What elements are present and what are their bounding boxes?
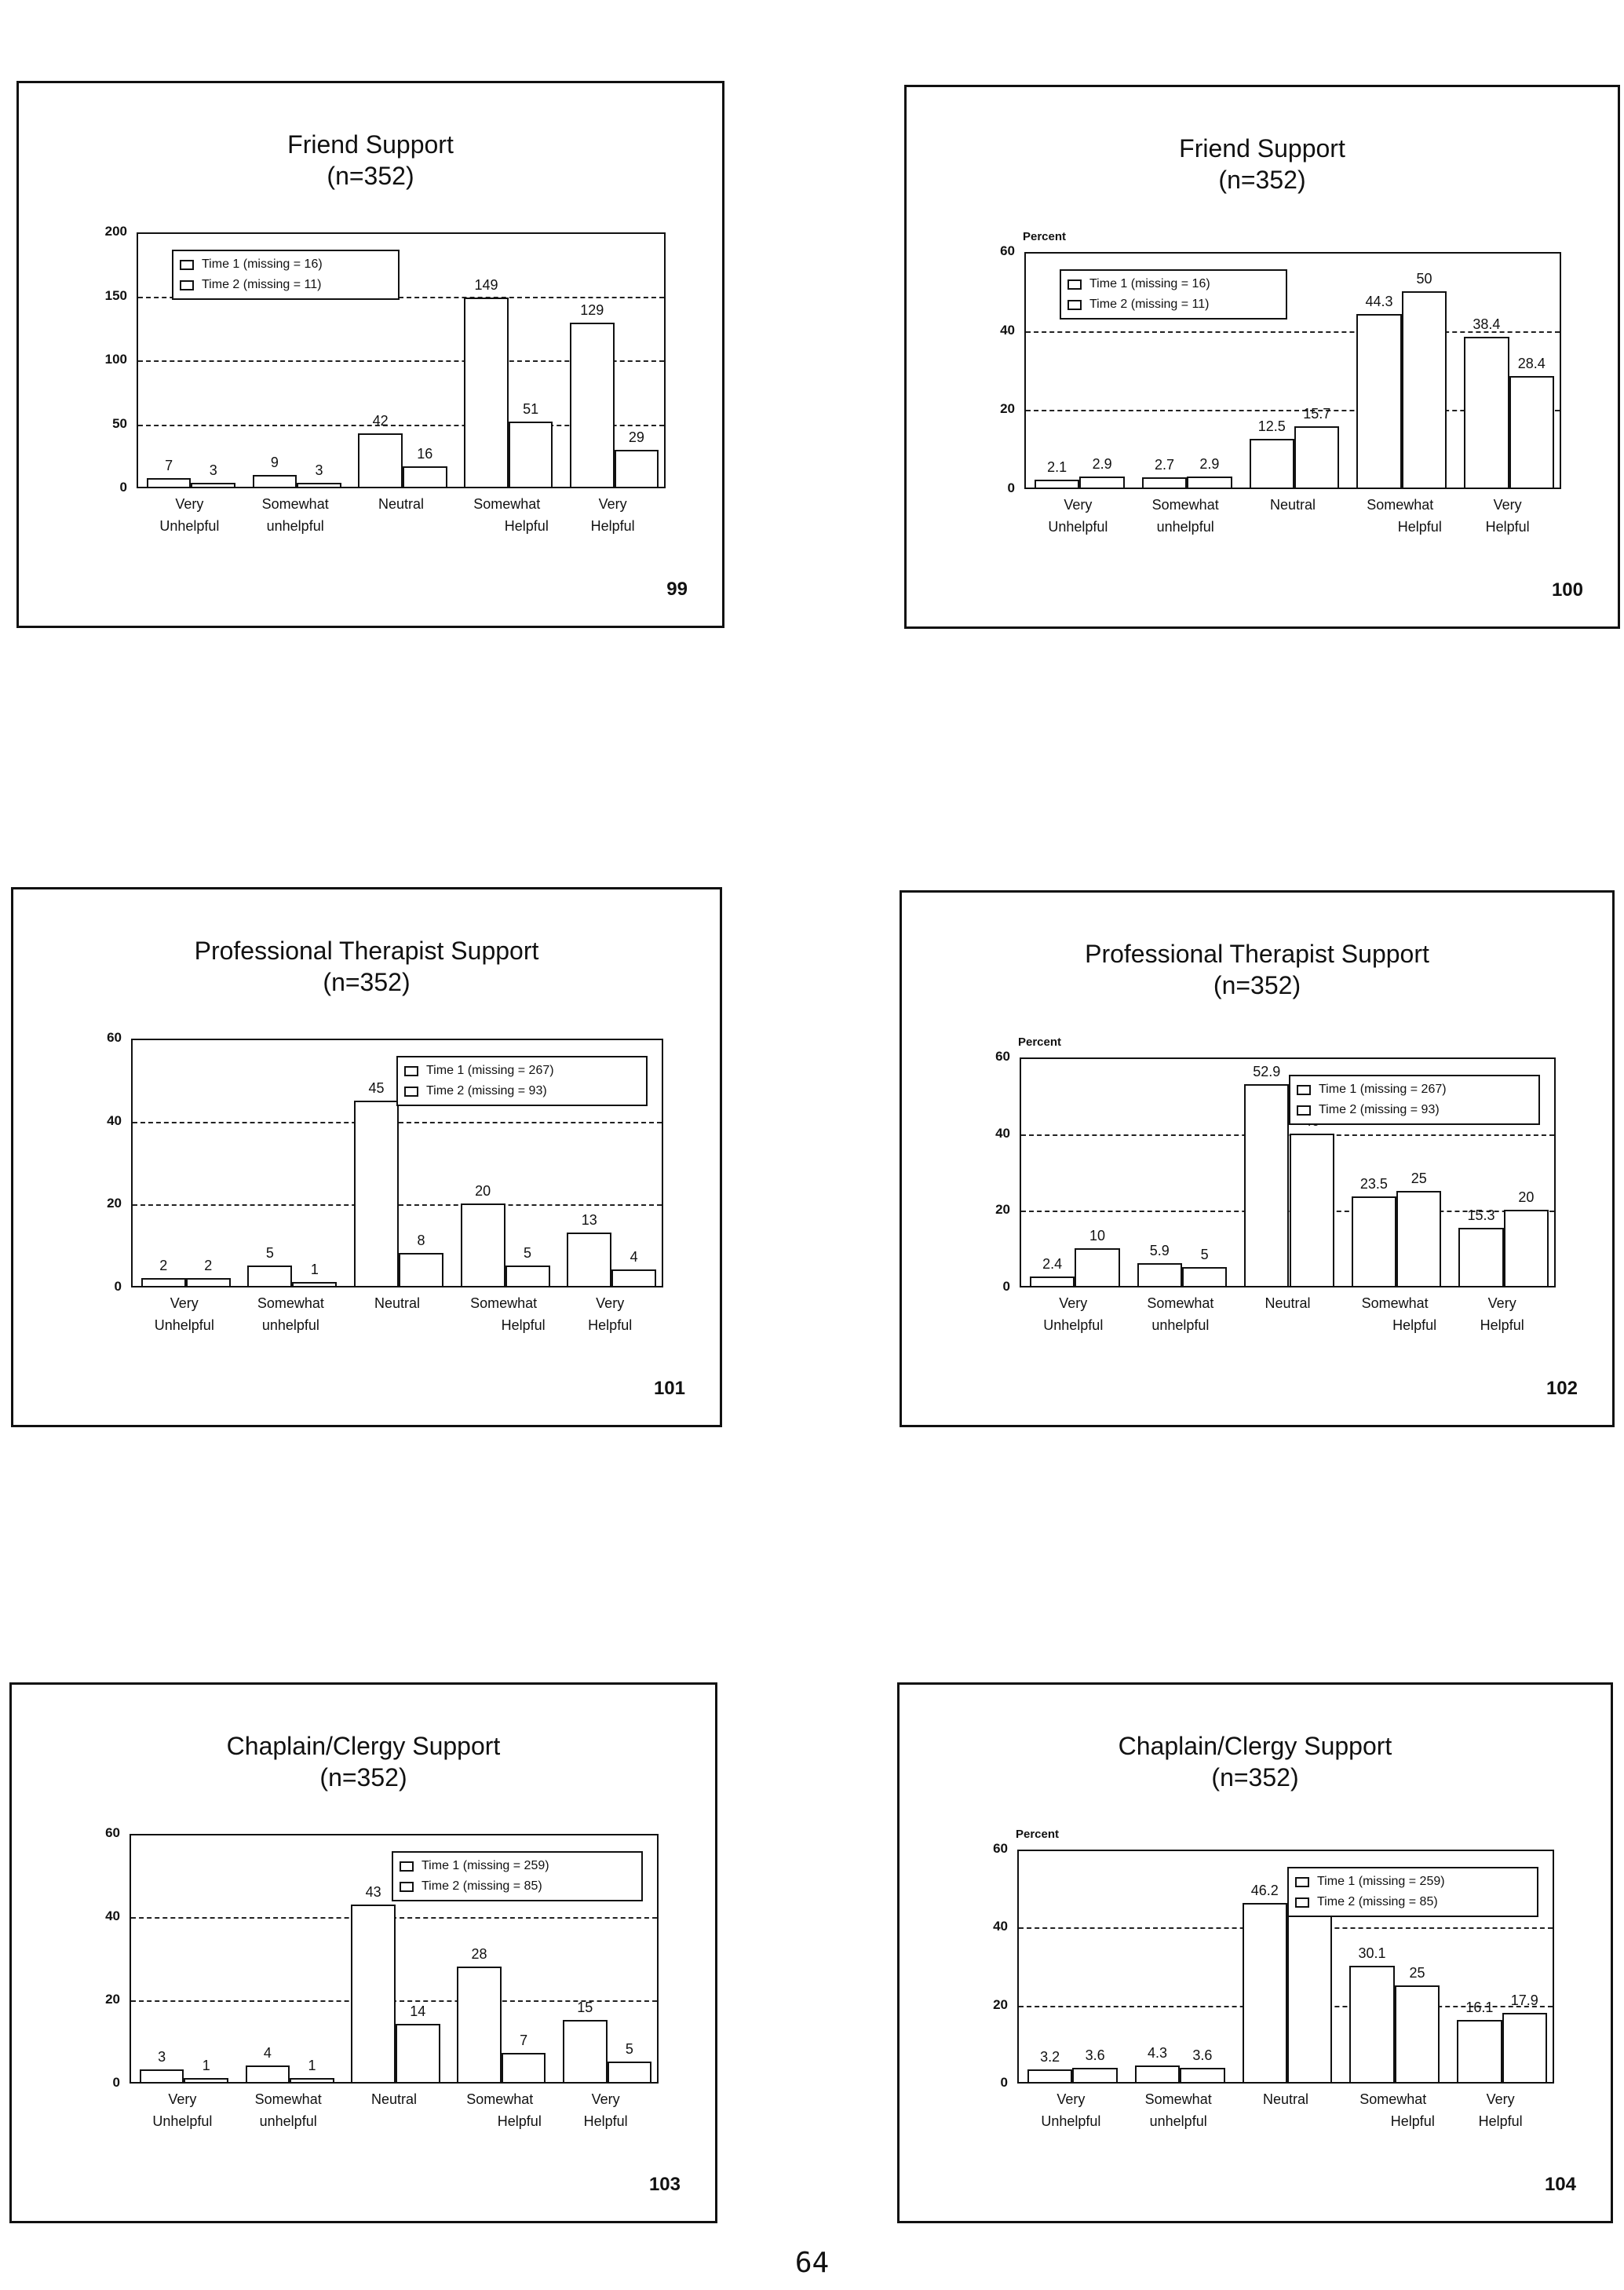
y-tick-label: 20 <box>105 1992 120 2007</box>
x-tick-label-line: Somewhat <box>1367 497 1434 513</box>
legend-swatch-icon <box>400 1882 414 1892</box>
x-tick-label <box>554 493 672 537</box>
bar-time1 <box>1356 314 1401 488</box>
legend-swatch-icon <box>1297 1105 1311 1116</box>
bar-time1 <box>1243 1903 1287 2082</box>
x-tick-label <box>236 493 354 537</box>
bar-time2 <box>1504 1210 1549 1286</box>
x-tick-label-line: Neutral <box>374 1295 421 1311</box>
y-tick-label: 40 <box>995 1125 1010 1141</box>
x-tick-label-line: Very <box>591 2091 620 2107</box>
data-label: 3 <box>209 462 217 479</box>
data-label: 15 <box>577 2000 593 2015</box>
bar-time2 <box>191 483 235 487</box>
bar-time2 <box>1075 1248 1119 1287</box>
x-tick-label <box>342 493 460 515</box>
bar-time2 <box>399 1253 443 1286</box>
x-tick-label-line: Helpful <box>504 518 549 534</box>
legend-label: Time 1 (missing = 16) <box>202 257 323 271</box>
legend <box>1060 269 1287 320</box>
data-label: 17.9 <box>1510 1992 1538 2008</box>
bar-time1 <box>351 1905 396 2082</box>
data-label: 2.4 <box>1042 1256 1063 1273</box>
x-tick-label <box>1227 2088 1345 2110</box>
x-tick-label-line: Helpful <box>583 2113 628 2129</box>
legend-swatch-icon <box>400 1861 414 1872</box>
data-label: 149 <box>474 276 498 293</box>
chart-panel-103 <box>9 1682 717 2223</box>
data-label: 16.1 <box>1465 1999 1494 2015</box>
legend-label: Time 1 (missing = 267) <box>426 1064 554 1077</box>
x-tick-label-line: unhelpful <box>266 518 324 534</box>
x-tick-label-line: Somewhat <box>1359 2091 1427 2107</box>
legend <box>396 1056 648 1106</box>
data-label: 44.3 <box>1365 293 1393 309</box>
bar-time2 <box>615 450 659 487</box>
bar-time1 <box>354 1101 399 1286</box>
x-tick-label <box>1334 2088 1452 2132</box>
x-tick-label-line: Somewhat <box>470 1295 538 1311</box>
x-tick-label-line: Very <box>1486 2091 1515 2107</box>
data-label: 2 <box>159 1257 168 1273</box>
x-tick-label-line: Very <box>168 2091 197 2107</box>
x-tick-label <box>441 2088 559 2132</box>
bar-time1 <box>1030 1276 1075 1286</box>
panel-number: 99 <box>666 579 688 600</box>
data-label: 3 <box>158 2049 166 2065</box>
data-label: 25 <box>1409 1964 1425 1981</box>
data-label: 13 <box>581 1211 597 1228</box>
x-tick-label-line: Helpful <box>588 1317 633 1333</box>
x-tick-label-line: Very <box>175 496 204 512</box>
x-tick-label-line: Neutral <box>1265 1295 1311 1311</box>
bar-time1 <box>141 1278 186 1287</box>
data-label: 43 <box>365 1883 381 1900</box>
legend-item-time2 <box>1297 1100 1532 1120</box>
y-tick-label: 60 <box>993 1841 1008 1856</box>
data-label: 20 <box>1518 1189 1535 1205</box>
chart-title-text: Professional Therapist Support <box>194 937 539 965</box>
data-label: 14 <box>410 2003 426 2020</box>
chart-title-text: Chaplain/Clergy Support <box>226 1732 501 1760</box>
x-tick-label-line: Somewhat <box>257 1295 324 1311</box>
x-tick-label-line: Unhelpful <box>1043 1317 1104 1333</box>
chart-title-text: Friend Support <box>287 130 454 159</box>
legend-item-time1 <box>180 254 392 275</box>
data-label: 2 <box>204 1257 213 1273</box>
x-tick-label <box>1019 494 1137 538</box>
bar-time1 <box>1349 1966 1394 2082</box>
y-tick-label: 0 <box>1000 2075 1008 2090</box>
legend <box>1287 1867 1538 1917</box>
x-tick-label-line: Helpful <box>1392 1317 1437 1333</box>
bar-time2 <box>1396 1191 1441 1286</box>
bar-time2 <box>608 2062 652 2082</box>
x-tick-label <box>232 1292 349 1336</box>
x-tick-label-line: Unhelpful <box>159 518 220 534</box>
bar-time2 <box>1180 2068 1224 2082</box>
chart-title-text: Chaplain/Clergy Support <box>1118 1732 1392 1760</box>
x-tick-label-line: Very <box>1064 497 1093 513</box>
chart-title-text: Friend Support <box>1179 134 1345 163</box>
y-tick-label: 100 <box>104 352 127 367</box>
data-label: 25 <box>1411 1170 1427 1186</box>
bar-time1 <box>1027 2069 1072 2082</box>
legend-swatch-icon <box>1295 1897 1309 1908</box>
y-tick-label: 40 <box>107 1112 122 1128</box>
x-tick-label <box>445 1292 563 1336</box>
x-tick-label-line: Very <box>1057 2091 1086 2107</box>
x-tick-label-line: unhelpful <box>1149 2113 1207 2129</box>
data-label: 10 <box>1089 1227 1105 1244</box>
legend-item-time2 <box>404 1081 640 1101</box>
panel-number: 104 <box>1544 2174 1576 2195</box>
data-label: 9 <box>270 455 279 471</box>
chart-subtitle: (n=352) <box>1211 1763 1299 1791</box>
y-tick-label: 150 <box>104 287 127 303</box>
y-tick-label: 40 <box>1000 322 1015 338</box>
y-tick-label: 60 <box>1000 243 1015 258</box>
bar-time1 <box>1457 2020 1502 2082</box>
x-tick-label-line: Helpful <box>497 2113 542 2129</box>
bar-time2 <box>1079 477 1124 488</box>
bar-time1 <box>464 298 509 487</box>
bar-time2 <box>184 2078 228 2082</box>
bar-time2 <box>502 2053 546 2082</box>
x-tick-label-line: Very <box>170 1295 199 1311</box>
x-tick-label-line: Very <box>1493 497 1522 513</box>
x-tick-label-line: Helpful <box>501 1317 546 1333</box>
data-label: 28 <box>471 1945 487 1962</box>
data-label: 129 <box>580 302 604 319</box>
x-tick-label-line: Somewhat <box>261 496 329 512</box>
panel-number: 100 <box>1551 579 1583 601</box>
data-label: 5.9 <box>1149 1243 1170 1259</box>
bar-time1 <box>1352 1196 1396 1286</box>
panel-number: 103 <box>648 2174 681 2195</box>
y-axis-title: Percent <box>1016 1828 1060 1841</box>
x-tick-label <box>1126 494 1244 538</box>
data-label: 2.1 <box>1047 458 1067 475</box>
x-tick-label <box>1119 2088 1237 2132</box>
data-label: 52.9 <box>1253 1064 1281 1080</box>
x-tick-label-line: Somewhat <box>1144 2091 1212 2107</box>
data-label: 8 <box>417 1233 425 1248</box>
data-label: 5 <box>625 2040 633 2057</box>
chart-title <box>12 1730 715 1793</box>
x-tick-label <box>551 1292 669 1336</box>
y-tick-label: 50 <box>112 415 127 431</box>
data-label: 28.4 <box>1517 356 1546 371</box>
x-tick-label <box>448 493 566 537</box>
bar-time2 <box>1290 1134 1334 1286</box>
bar-time2 <box>396 2024 440 2082</box>
legend-label: Time 1 (missing = 259) <box>1317 1875 1445 1888</box>
y-tick-label: 0 <box>119 480 127 495</box>
x-tick-label <box>547 2088 665 2132</box>
x-tick-label-line: Helpful <box>1390 2113 1435 2129</box>
x-tick-label <box>1341 494 1459 538</box>
bar-time1 <box>147 478 192 487</box>
x-tick-label-line: Neutral <box>370 2091 418 2107</box>
bar-time1 <box>1250 439 1294 488</box>
x-tick-label <box>1442 2088 1560 2132</box>
legend-label: Time 2 (missing = 11) <box>202 278 322 291</box>
chart-subtitle: (n=352) <box>1213 971 1301 999</box>
chart-title <box>900 1730 1611 1793</box>
y-tick-label: 20 <box>1000 401 1015 417</box>
legend-item-time1 <box>400 1856 635 1876</box>
chart-title-text: Professional Therapist Support <box>1085 940 1429 968</box>
data-label: 2.9 <box>1092 455 1112 472</box>
legend-label: Time 1 (missing = 259) <box>422 1859 549 1872</box>
x-tick-label <box>229 2088 347 2132</box>
data-label: 4 <box>263 2044 272 2061</box>
legend-label: Time 2 (missing = 93) <box>1319 1103 1440 1116</box>
bar-time1 <box>1135 2065 1180 2082</box>
data-label: 45 <box>368 1079 385 1096</box>
y-tick-label: 60 <box>995 1049 1010 1064</box>
legend-swatch-icon <box>1067 300 1082 310</box>
x-tick-label-line: Unhelpful <box>1041 2113 1101 2129</box>
chart-panel-104 <box>897 1682 1613 2223</box>
x-tick-label <box>1443 1292 1561 1336</box>
bar-time2 <box>1287 1888 1332 2082</box>
legend-swatch-icon <box>1297 1085 1311 1095</box>
bar-time1 <box>570 323 615 487</box>
bar-time2 <box>1187 477 1232 488</box>
data-label: 46.2 <box>1250 1883 1279 1899</box>
x-tick-label-line: Neutral <box>1269 497 1316 513</box>
data-label: 50 <box>1416 271 1432 287</box>
bar-time2 <box>611 1269 656 1286</box>
legend-swatch-icon <box>180 280 194 290</box>
panel-number: 101 <box>653 1378 685 1399</box>
y-tick-label: 40 <box>105 1908 120 1923</box>
data-label: 23.5 <box>1359 1176 1388 1192</box>
bar-time2 <box>297 483 341 487</box>
bar-time2 <box>1294 426 1339 488</box>
x-tick-label-line: Unhelpful <box>152 2113 213 2129</box>
x-tick-label <box>338 1292 456 1314</box>
bar-time2 <box>403 466 447 487</box>
y-tick-label: 40 <box>993 1919 1008 1934</box>
chart-title <box>907 133 1618 195</box>
legend-item-time2 <box>1295 1892 1531 1912</box>
bar-time1 <box>1142 477 1187 488</box>
y-tick-label: 60 <box>107 1030 122 1045</box>
x-tick-label-line: Somewhat <box>1151 497 1219 513</box>
x-tick-label <box>1234 494 1352 516</box>
y-tick-label: 200 <box>104 224 127 239</box>
bar-time2 <box>509 422 553 487</box>
bar-time2 <box>1509 376 1554 488</box>
data-label: 2.7 <box>1154 456 1174 473</box>
data-label: 5 <box>265 1244 274 1261</box>
legend-item-time1 <box>404 1061 640 1081</box>
chart-panel-100 <box>904 85 1620 629</box>
bar-time2 <box>1402 291 1447 488</box>
y-tick-label: 0 <box>112 2075 120 2090</box>
legend-swatch-icon <box>404 1066 418 1076</box>
x-tick-label <box>1229 1292 1347 1314</box>
x-tick-label-line: Somewhat <box>473 496 541 512</box>
data-label: 1 <box>202 2057 210 2073</box>
x-tick-label-line: Helpful <box>1485 519 1530 535</box>
x-tick-label-line: Helpful <box>1478 2113 1523 2129</box>
chart-title <box>902 938 1612 1001</box>
data-label: 3.6 <box>1085 2047 1105 2064</box>
chart-subtitle: (n=352) <box>1218 166 1306 194</box>
chart-subtitle: (n=352) <box>323 968 411 996</box>
data-label: 29 <box>628 429 644 446</box>
y-tick-label: 20 <box>107 1196 122 1211</box>
x-tick-label <box>1012 2088 1130 2132</box>
chart-panel-102 <box>900 890 1615 1427</box>
bar-time2 <box>1502 2013 1547 2082</box>
bar-time2 <box>1395 1985 1440 2082</box>
x-tick-label <box>1336 1292 1454 1336</box>
data-label: 15.7 <box>1303 405 1331 422</box>
panel-number: 102 <box>1546 1378 1578 1399</box>
data-label: 3.2 <box>1040 2049 1060 2065</box>
legend-item-time2 <box>400 1876 635 1897</box>
bar-time2 <box>186 1278 231 1287</box>
y-tick-label: 20 <box>995 1202 1010 1218</box>
legend-item-time1 <box>1297 1079 1532 1100</box>
data-label: 7 <box>520 2033 528 2049</box>
x-tick-label <box>126 1292 243 1336</box>
x-tick-label-line: Helpful <box>1480 1317 1524 1333</box>
x-tick-label-line: Very <box>598 496 627 512</box>
legend-swatch-icon <box>1067 279 1082 290</box>
x-tick-label-line: Very <box>1059 1295 1088 1311</box>
data-label: 2.9 <box>1199 455 1220 472</box>
x-tick-label-line: Somewhat <box>466 2091 534 2107</box>
data-label: 51 <box>523 401 539 418</box>
legend-label: Time 2 (missing = 85) <box>422 1879 542 1893</box>
x-tick-label-line: Somewhat <box>1147 1295 1214 1311</box>
legend-label: Time 1 (missing = 267) <box>1319 1083 1447 1096</box>
x-tick-label-line: Helpful <box>1397 519 1442 535</box>
page-number: 64 <box>794 2247 830 2279</box>
y-tick-label: 20 <box>993 1996 1008 2012</box>
x-tick-label-line: Very <box>596 1295 625 1311</box>
data-label: 5 <box>524 1244 532 1261</box>
data-label: 3 <box>315 462 323 479</box>
bar-time2 <box>505 1266 550 1286</box>
x-tick-label-line: Somewhat <box>254 2091 322 2107</box>
x-tick-label-line: Unhelpful <box>154 1317 214 1333</box>
legend-swatch-icon <box>180 260 194 270</box>
legend-item-time1 <box>1067 274 1279 294</box>
data-label: 20 <box>475 1183 491 1199</box>
data-label: 4 <box>630 1249 638 1265</box>
bar-time1 <box>1458 1228 1503 1286</box>
bar-time1 <box>457 1967 502 2082</box>
y-tick-label: 0 <box>1007 480 1015 495</box>
x-tick-label <box>123 2088 241 2132</box>
y-axis-title: Percent <box>1023 230 1067 243</box>
bar-time2 <box>1072 2068 1117 2082</box>
legend-label: Time 1 (missing = 16) <box>1089 277 1210 290</box>
data-label: 15.3 <box>1467 1207 1495 1223</box>
x-tick-label-line: unhelpful <box>1156 519 1214 535</box>
bar-time1 <box>1137 1263 1182 1286</box>
x-tick-label-line: Neutral <box>1262 2091 1309 2107</box>
legend-swatch-icon <box>1295 1877 1309 1887</box>
data-label: 38.4 <box>1473 316 1501 332</box>
data-label: 3.6 <box>1192 2047 1213 2064</box>
x-tick-label <box>1449 494 1567 538</box>
bar-time1 <box>1035 480 1079 488</box>
legend-label: Time 2 (missing = 93) <box>426 1084 547 1098</box>
bar-time2 <box>1182 1267 1227 1286</box>
legend-item-time1 <box>1295 1872 1531 1892</box>
x-tick-label-line: unhelpful <box>259 2113 317 2129</box>
chart-panel-99 <box>16 81 724 628</box>
chart-subtitle: (n=352) <box>327 162 414 190</box>
y-axis-title: Percent <box>1018 1035 1062 1049</box>
legend-item-time2 <box>1067 294 1279 315</box>
bar-time2 <box>292 1282 337 1286</box>
x-tick-label <box>1122 1292 1239 1336</box>
legend <box>1289 1075 1540 1125</box>
data-label: 16 <box>417 446 433 462</box>
data-label: 42 <box>372 412 389 429</box>
x-tick-label <box>335 2088 453 2110</box>
y-tick-label: 60 <box>105 1825 120 1840</box>
x-tick-label-line: Unhelpful <box>1048 519 1108 535</box>
x-tick-label-line: Very <box>1487 1295 1516 1311</box>
data-label: 7 <box>165 457 173 473</box>
data-label: 12.5 <box>1257 418 1286 434</box>
chart-title <box>19 129 722 192</box>
legend <box>172 250 400 300</box>
y-tick-label: 0 <box>1002 1279 1010 1294</box>
chart-subtitle: (n=352) <box>319 1763 407 1791</box>
legend-label: Time 2 (missing = 11) <box>1089 298 1210 311</box>
x-tick-label-line: Somewhat <box>1361 1295 1429 1311</box>
x-tick-label <box>1014 1292 1132 1336</box>
x-tick-label-line: unhelpful <box>261 1317 319 1333</box>
data-label: 4.3 <box>1147 2044 1167 2061</box>
legend-item-time2 <box>180 275 392 295</box>
y-tick-label: 0 <box>114 1279 122 1294</box>
data-label: 1 <box>308 2057 316 2073</box>
chart-title <box>13 935 720 998</box>
data-label: 1 <box>310 1261 319 1277</box>
legend-label: Time 2 (missing = 85) <box>1317 1895 1438 1908</box>
x-tick-label <box>130 493 248 537</box>
legend-swatch-icon <box>404 1087 418 1097</box>
data-label: 5 <box>1200 1246 1209 1262</box>
x-tick-label-line: unhelpful <box>1151 1317 1210 1333</box>
bar-time2 <box>290 2078 334 2082</box>
chart-panel-101 <box>11 887 722 1427</box>
x-tick-label-line: Neutral <box>378 496 425 512</box>
data-label: 30.1 <box>1358 1945 1386 1961</box>
x-tick-label-line: Helpful <box>590 518 635 534</box>
legend <box>392 1851 643 1901</box>
